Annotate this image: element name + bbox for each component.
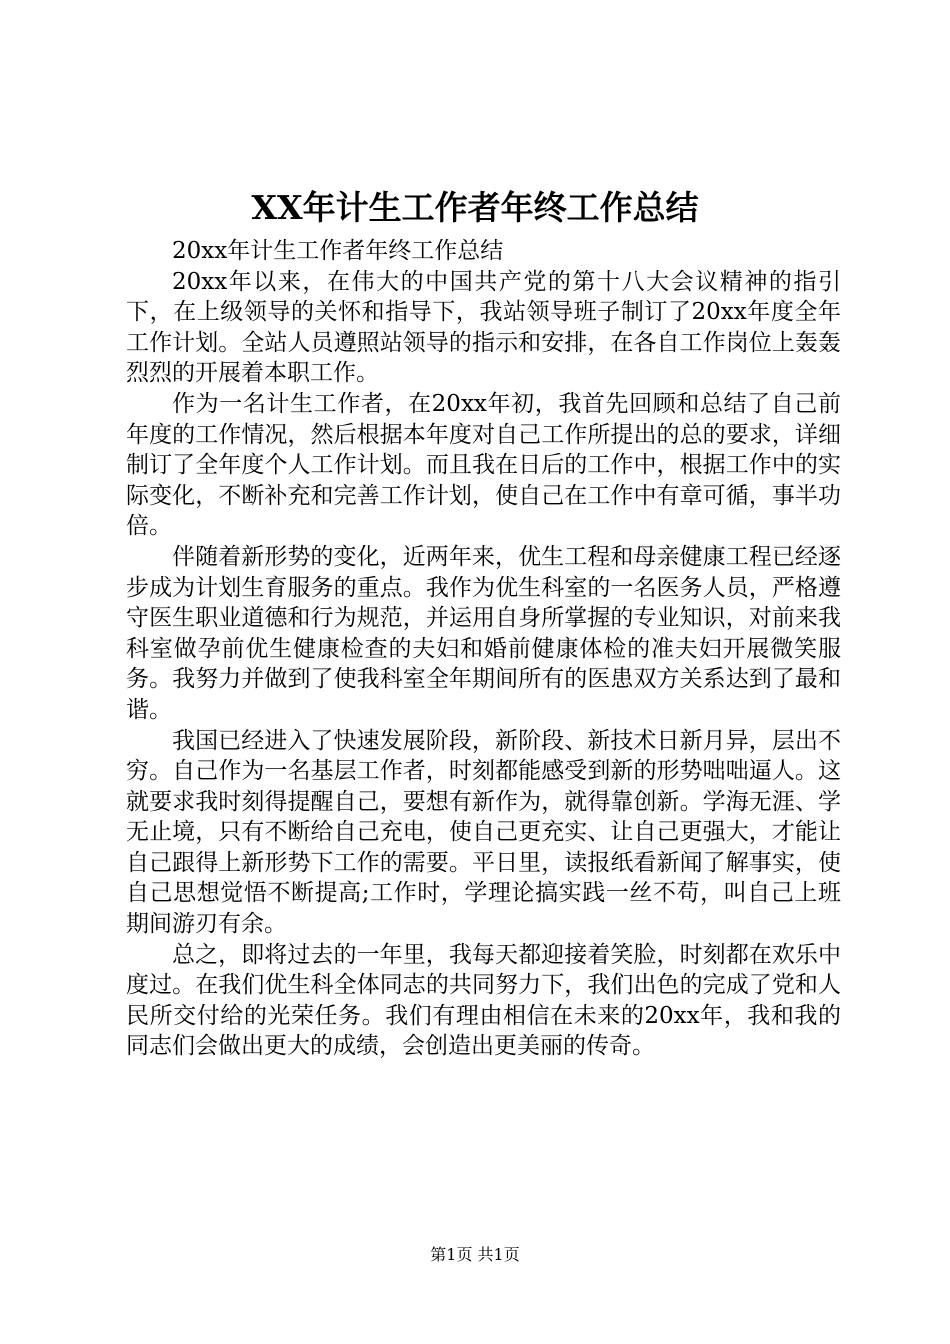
body-paragraph-4: 我国已经进入了快速发展阶段，新阶段、新技术日新月异，层出不穷。自己作为一名基层工作者，时刻都能感受到新的形势咄咄逼人。这就要求我时刻得提醒自己，要想有新作为，就得靠创新。学海无涯、学无止境，只有不断给自己充电，使自己更充实、让自己更强大，才能让自己跟得上新形势下工作的需要。平日里，读报纸看新闻了解事实，使自己思想觉悟不断提高;工作时，学理论搞实践一丝不苟，叫自己上班期间游刃有余。 <box>126 727 841 938</box>
page-number-footer: 第1页 共1页 <box>430 1245 520 1264</box>
body-paragraph-5: 总之，即将过去的一年里，我每天都迎接着笑脸，时刻都在欢乐中度过。在我们优生科全体同志的共同努力下，我们出色的完成了党和人民所交付给的光荣任务。我们有理由相信在未来的20xx年，我和我的同志们会做出更大的成绩，会创造出更美丽的传奇。 <box>126 941 841 1060</box>
body-paragraph-3: 伴随着新形势的变化，近两年来，优生工程和母亲健康工程已经逐步成为计划生育服务的重点。我作为优生科室的一名医务人员，严格遵守医生职业道德和行为规范，并运用自身所掌握的专业知识，对前来我科室做孕前优生健康检查的夫妇和婚前健康体检的准夫妇开展微笑服务。我努力并做到了使我科室全年期间所有的医患双方关系达到了最和谐。 <box>126 543 841 723</box>
document-body <box>126 236 841 1062</box>
body-paragraph-1: 20xx年以来，在伟大的中国共产党的第十八大会议精神的指引下，在上级领导的关怀和指导下，我站领导班子制订了20xx年度全年工作计划。全站人员遵照站领导的指示和安排，在各自工作岗位上轰轰烈烈的开展着本职工作。 <box>126 268 841 387</box>
document-title: XX年计生工作者年终工作总结 <box>251 188 699 227</box>
body-paragraph-2: 作为一名计生工作者，在20xx年初，我首先回顾和总结了自己前年度的工作情况，然后根据本年度对自己工作所提出的总的要求，详细制订了全年度个人工作计划。而且我在日后的工作中，根据工作中的实际变化，不断补充和完善工作计划，使自己在工作中有章可循，事半功倍。 <box>126 390 841 540</box>
subtitle-paragraph: 20xx年计生工作者年终工作总结 <box>172 238 504 264</box>
